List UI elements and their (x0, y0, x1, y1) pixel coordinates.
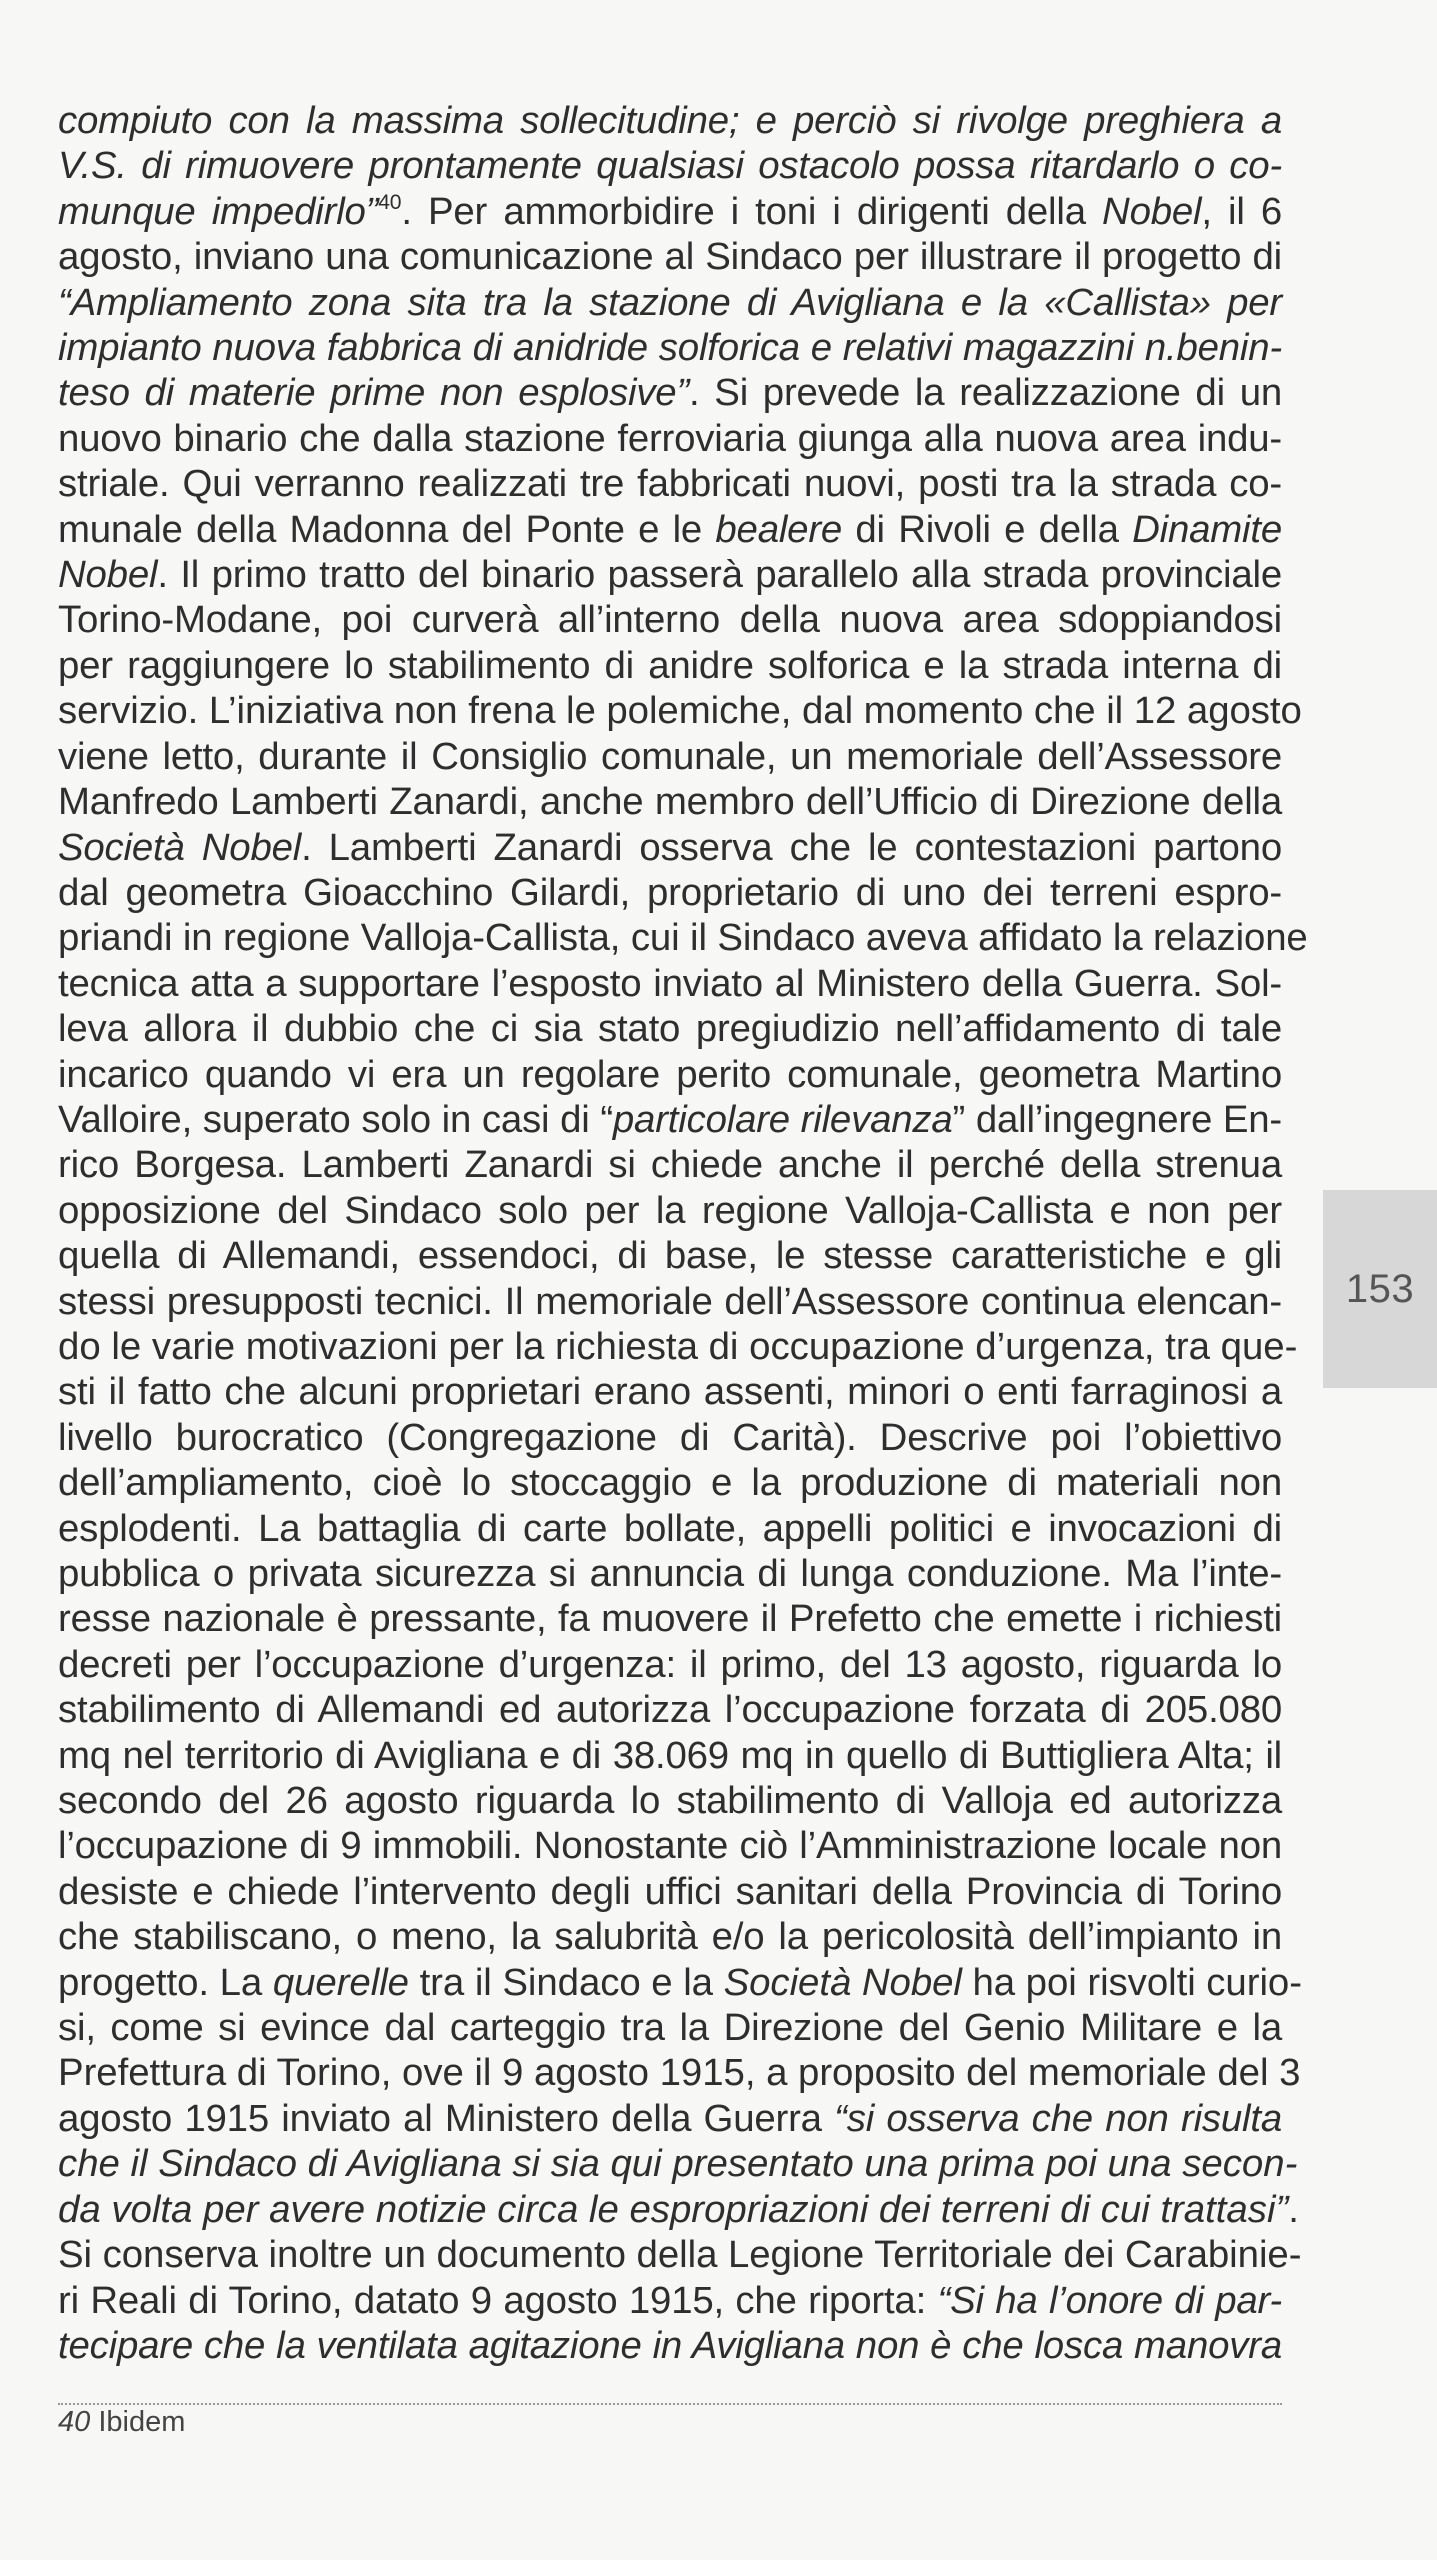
text-run: priandi in regione Valloja-Callista, cui il Sindaco aveva affidato la relazione (58, 916, 1308, 960)
text-run: mq nel territorio di Avigliana e di 38.069 mq in quello di Buttigliera Alta; il (58, 1733, 1282, 1777)
text-run: stessi presupposti tecnici. Il memoriale dell’Assessore continua elencan- (58, 1279, 1282, 1323)
text-line (58, 2278, 1282, 2323)
footnote (58, 2400, 185, 2444)
text-line (58, 597, 1282, 642)
italic-text: bealere (715, 507, 843, 551)
italic-text: V.S. di rimuovere prontamente qualsiasi ostacolo possa ritardarlo o co- (58, 144, 1282, 188)
text-line (58, 2232, 1302, 2277)
text-line (58, 2050, 1301, 2095)
text-line (58, 870, 1282, 915)
text-line (58, 143, 1282, 188)
text-line (58, 779, 1282, 824)
text-run: resse nazionale è pressante, fa muovere il Prefetto che emette i richiesti (58, 1597, 1282, 1641)
text-run: . Si prevede la realizzazione di un (689, 371, 1282, 415)
text-run: Manfredo Lamberti Zanardi, anche membro dell’Ufficio di Direzione della (58, 780, 1282, 824)
text-run: . Il primo tratto del binario passerà parallelo alla strada provinciale (157, 553, 1282, 597)
text-run: do le varie motivazioni per la richiesta di occupazione d’urgenza, tra que- (58, 1324, 1298, 1368)
italic-text: che il Sindaco di Avigliana si sia qui presentato una prima poi una secon- (58, 2142, 1298, 2186)
body-text (58, 98, 1308, 2368)
text-run: striale. Qui verranno realizzati tre fabbricati nuovi, posti tra la strada co- (58, 462, 1282, 506)
text-line (58, 1551, 1282, 1596)
text-line (58, 1914, 1282, 1959)
text-line (58, 370, 1282, 415)
text-line (58, 1006, 1282, 1051)
text-run: , il 6 (1201, 189, 1282, 233)
text-run: viene letto, durante il Consiglio comunale, un memoriale dell’Assessore (58, 734, 1282, 778)
text-line (58, 552, 1282, 597)
text-line (58, 1960, 1302, 2005)
text-line (58, 688, 1302, 733)
text-run: l’occupazione di 9 immobili. Nonostante ciò l’Amministrazione locale non (58, 1824, 1282, 1868)
text-run: munale della Madonna del Ponte e le (58, 507, 716, 551)
text-run: . (1288, 2187, 1299, 2231)
text-line (58, 1415, 1282, 1460)
text-run: si, come si evince dal carteggio tra la Direzione del Genio Militare e la (58, 2006, 1282, 2050)
text-line (58, 1506, 1282, 1551)
text-run: che stabiliscano, o meno, la salubrità e/o la pericolosità dell’impianto in (58, 1915, 1282, 1959)
text-run: stabilimento di Allemandi ed autorizza l’occupazione forzata di 205.080 (58, 1688, 1282, 1732)
text-run: ri Reali di Torino, datato 9 agosto 1915, che riporta: (58, 2278, 938, 2322)
text-run: pubblica o privata sicurezza si annuncia di lunga conduzione. Ma l’inte- (58, 1552, 1282, 1595)
text-line (58, 961, 1282, 1006)
italic-text: “si osserva che non risulta (834, 2096, 1282, 2140)
text-line (58, 643, 1282, 688)
text-line (58, 461, 1282, 506)
italic-text: Società Nobel (58, 825, 302, 869)
text-run: progetto. La (58, 1960, 273, 2004)
text-line (58, 1279, 1282, 1324)
text-line (58, 1596, 1282, 1641)
italic-text: “Si ha l’onore di par- (937, 2278, 1282, 2322)
text-run: Torino-Modane, poi curverà all’interno della nuova area sdoppiandosi (58, 598, 1282, 642)
text-line (58, 825, 1282, 870)
text-run: secondo del 26 agosto riguarda lo stabilimento di Valloja ed autorizza (58, 1779, 1282, 1823)
text-run: Valloire, superato solo in casi di “ (58, 1097, 613, 1141)
text-run: dal geometra Gioacchino Gilardi, proprietario di uno dei terreni espro- (58, 870, 1282, 914)
text-line (58, 1687, 1282, 1732)
text-line (58, 507, 1282, 552)
text-line (58, 416, 1282, 461)
text-line (58, 189, 1282, 234)
text-run: ” dall’ingegnere En- (952, 1097, 1282, 1141)
text-run: opposizione del Sindaco solo per la regione Valloja-Callista e non per (58, 1188, 1282, 1232)
text-run: servizio. L’iniziativa non frena le polemiche, dal momento che il 12 agosto (58, 689, 1302, 733)
text-run: Prefettura di Torino, ove il 9 agosto 1915, a proposito del memoriale del 3 (58, 2051, 1301, 2095)
text-run: dell’ampliamento, cioè lo stoccaggio e la produzione di materiali non (58, 1461, 1282, 1505)
text-line (58, 325, 1282, 370)
text-run: agosto, inviano una comunicazione al Sindaco per illustrare il progetto di (58, 235, 1282, 279)
text-run: esplodenti. La battaglia di carte bollate, appelli politici e invocazioni di (58, 1506, 1282, 1550)
text-line (58, 2323, 1282, 2368)
italic-text: tecipare che la ventilata agitazione in Avigliana non è che losca manovra (58, 2323, 1282, 2367)
italic-text: Dinamite (1132, 507, 1282, 551)
text-line (58, 2141, 1298, 2186)
footnote-text: Ibidem (98, 2406, 186, 2438)
text-run: per raggiungere lo stabilimento di anidre solforica e la strada interna di (58, 643, 1282, 687)
text-line (58, 734, 1282, 779)
text-line (58, 1642, 1282, 1687)
page-number-tab (1323, 1190, 1437, 1388)
italic-text: teso di materie prime non esplosive” (58, 371, 690, 415)
text-line (58, 2005, 1282, 2050)
page-number: 153 (1345, 1266, 1415, 1311)
text-line (58, 1778, 1282, 1823)
text-line (58, 1369, 1282, 1414)
text-line (58, 1097, 1282, 1142)
italic-text: “Ampliamento zona sita tra la stazione di Avigliana e la «Callista» per (58, 280, 1282, 324)
text-line (58, 1733, 1282, 1778)
text-line (58, 2096, 1282, 2141)
text-run: di Rivoli e della (842, 507, 1133, 551)
italic-text: Società Nobel (723, 1960, 962, 2004)
italic-text: Nobel (58, 553, 158, 597)
text-line (58, 1324, 1298, 1369)
text-run: agosto 1915 inviato al Ministero della Guerra (58, 2096, 835, 2140)
text-line (58, 1823, 1282, 1868)
text-run: decreti per l’occupazione d’urgenza: il primo, del 13 agosto, riguarda lo (58, 1642, 1282, 1686)
text-line (58, 1460, 1282, 1505)
text-run: . Per ammorbidire i toni i dirigenti della (401, 189, 1103, 233)
text-run: tra il Sindaco e la (408, 1960, 724, 2004)
text-run: leva allora il dubbio che ci sia stato pregiudizio nell’affidamento di tale (58, 1007, 1282, 1051)
footnote-separator (58, 2403, 1282, 2405)
text-line (58, 1142, 1282, 1187)
text-line (58, 1233, 1282, 1278)
italic-text: Nobel (1102, 189, 1202, 233)
text-run: rico Borgesa. Lamberti Zanardi si chiede anche il perché della strenua (58, 1143, 1282, 1187)
text-line (58, 1052, 1282, 1097)
footnote-ref: 40 (378, 191, 402, 215)
text-line (58, 915, 1308, 960)
text-run: desiste e chiede l’intervento degli uffici sanitari della Provincia di Torino (58, 1869, 1282, 1913)
italic-text: da volta per avere notizie circa le espropriazioni dei terreni di cui trattasi” (58, 2187, 1289, 2231)
text-line (58, 1188, 1282, 1233)
text-line (58, 2187, 1299, 2232)
text-run: Si conserva inoltre un documento della Legione Territoriale dei Carabinie- (58, 2233, 1302, 2277)
italic-text: impianto nuova fabbrica di anidride solforica e relativi magazzini n.benin- (58, 326, 1282, 370)
italic-text: munque impedirlo” (58, 189, 379, 233)
text-run: tecnica atta a supportare l’esposto inviato al Ministero della Guerra. Sol- (58, 961, 1282, 1005)
footnote-number: 40 (58, 2406, 91, 2438)
text-line (58, 234, 1282, 279)
text-line (58, 98, 1282, 143)
text-run: quella di Allemandi, essendoci, di base, le stesse caratteristiche e gli (58, 1234, 1282, 1278)
italic-text: compiuto con la massima sollecitudine; e perciò si rivolge preghiera a (58, 99, 1282, 142)
text-run: ha poi risvolti curio- (961, 1960, 1302, 2004)
text-run: . Lamberti Zanardi osserva che le contestazioni partono (301, 825, 1282, 869)
text-run: sti il fatto che alcuni proprietari erano assenti, minori o enti farraginosi a (58, 1370, 1282, 1414)
text-line (58, 280, 1282, 325)
text-run: nuovo binario che dalla stazione ferroviaria giunga alla nuova area indu- (58, 416, 1282, 460)
italic-text: particolare rilevanza (612, 1097, 953, 1141)
text-run: incarico quando vi era un regolare perito comunale, geometra Martino (58, 1052, 1282, 1096)
text-line (58, 1869, 1282, 1914)
text-run: livello burocratico (Congregazione di Carità). Descrive poi l’obiettivo (58, 1415, 1282, 1459)
italic-text: querelle (272, 1960, 409, 2004)
